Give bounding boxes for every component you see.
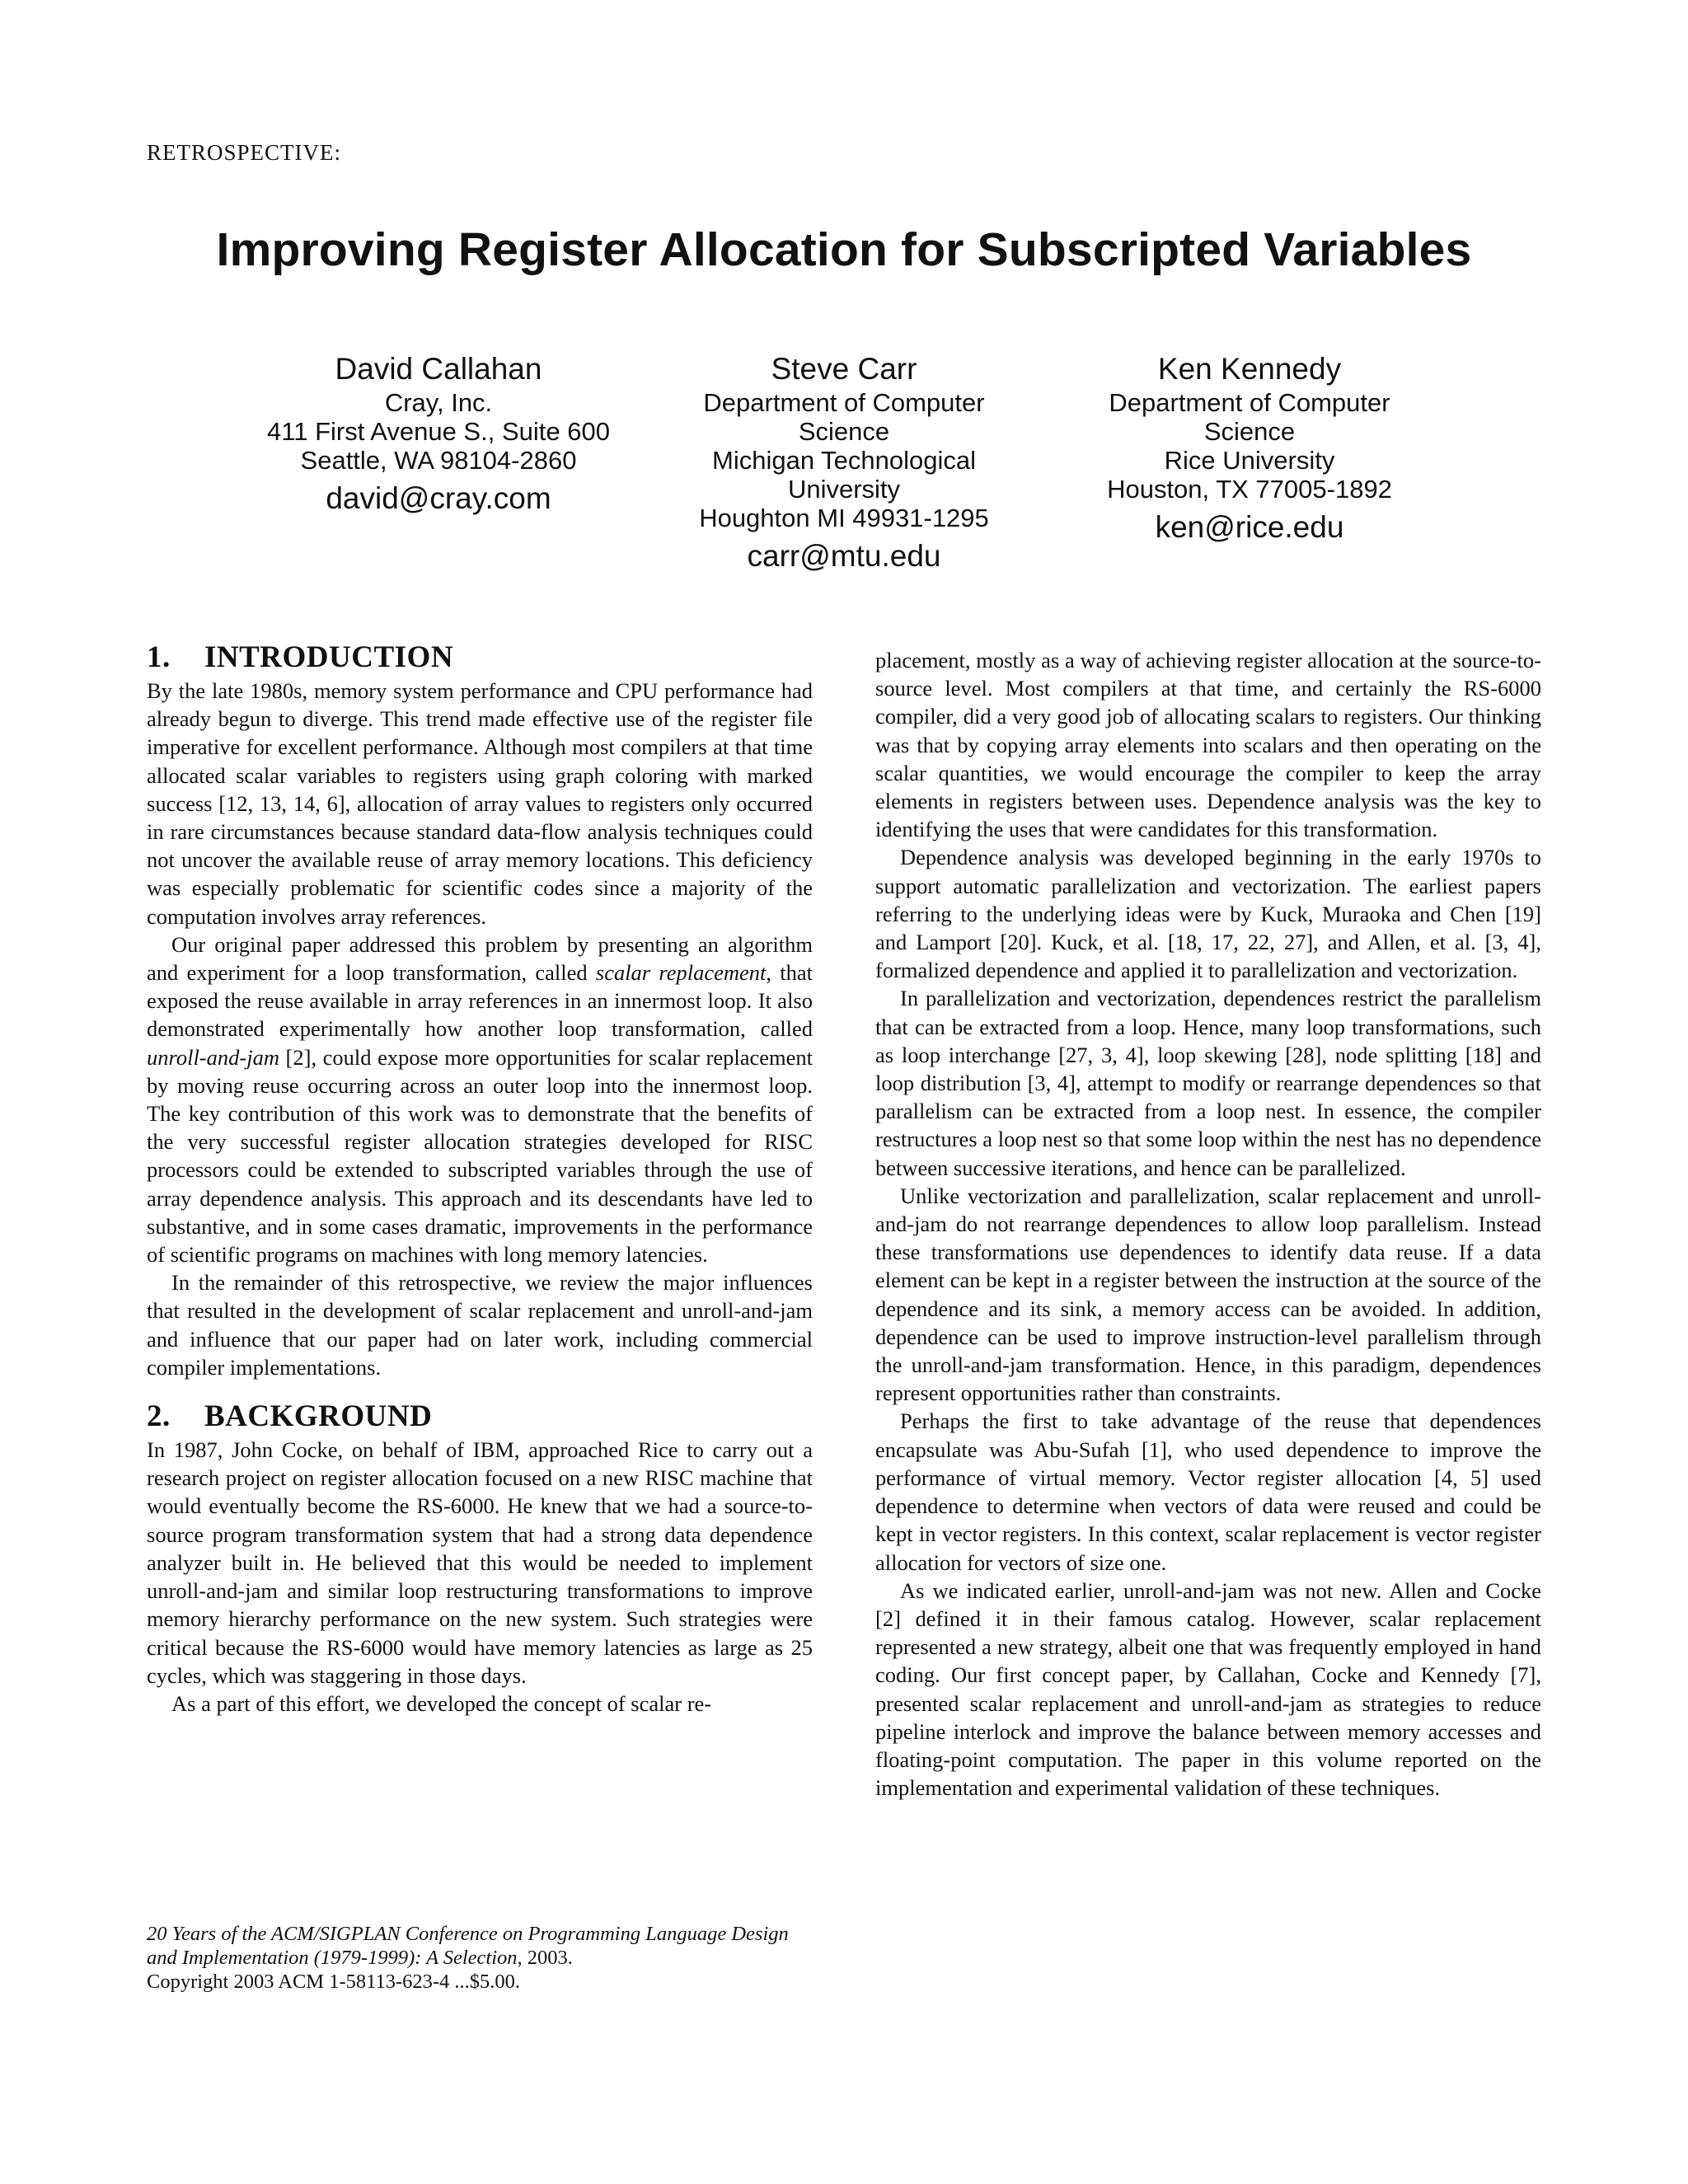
author-name: Steve Carr [771, 352, 917, 386]
left-column [147, 639, 813, 1718]
paragraph: As we indicated earlier, unroll-and-jam was not new. Allen and Cocke [2] defined it in their famous catalog. However, scalar replacement represented a new strategy, albeit one that was frequently employed in hand coding. Our first concept paper, by Callahan, Cocke and Kennedy [7], presented scalar replacement and unroll-and-jam as strategies to reduce pipeline interlock and improve the balance between memory accesses and floating-point computation. The paper in this volume reported on the implementation and experimental validation of these techniques. [875, 1577, 1541, 1801]
paragraph: As a part of this effort, we developed the concept of scalar re- [171, 1690, 712, 1716]
text-run: [2], could expose more opportunities for scalar replacement by moving reuse occurring across an outer loop into the innermost loop. The key contribution of this work was to demonstrate that the benefits of the very successful register allocation strategies developed for RISC processors could be extended to subscripted variables through the use of array dependence analysis. This approach and its descendants have led to substantive, and in some cases dramatic, improvements in the performance of scientific programs on machines with long memory latencies. [147, 1044, 813, 1268]
author-email: carr@mtu.edu [747, 539, 941, 573]
author-email: david@cray.com [326, 481, 551, 515]
author-affiliation-line: Rice University [1164, 446, 1335, 475]
author-name: David Callahan [335, 352, 542, 386]
author-affiliation-line: Seattle, WA 98104-2860 [300, 446, 577, 475]
author-affiliation-line: Science [1203, 417, 1296, 446]
section-heading-introduction [147, 639, 813, 677]
author-callahan [232, 350, 645, 518]
author-kennedy [1043, 350, 1456, 546]
paragraph: In the remainder of this retrospective, we review the major influences that resulted in the development of scalar replacement and unroll-and-jam and influence that our paper had on later work, including commercial compiler implementations. [147, 1270, 813, 1380]
author-affiliation-line: Houston, TX 77005-1892 [1107, 475, 1392, 504]
author-email: ken@rice.edu [1155, 510, 1344, 544]
footnote-year: 2003. [522, 1947, 573, 1969]
paragraph: In parallelization and vectorization, dependences restrict the parallelism that can be extracted from a loop. Hence, many loop transformations, such as loop interchange [27, 3, 4], loop skewing [28], node splitting [18] and loop distribution [3, 4], attempt to modify or rearrange dependences so that parallelism can be extracted from a loop nest. In essence, the compiler restructures a loop nest so that some loop within the nest has no dependence between successive iterations, and hence can be parallelized. [875, 986, 1541, 1180]
section-heading-background [147, 1398, 813, 1436]
author-affiliation-line: 411 First Avenue S., Suite 600 [267, 417, 610, 446]
emphasis-scalar-replacement: scalar replacement [595, 960, 767, 986]
retrospective-label: RETROSPECTIVE: [147, 140, 342, 165]
paper-title: Improving Register Allocation for Subscripted Variables [216, 223, 1472, 276]
section-title: INTRODUCTION [204, 640, 454, 674]
emphasis-unroll-and-jam: unroll-and-jam [147, 1044, 279, 1070]
paragraph: Unlike vectorization and parallelization, scalar replacement and unroll-and-jam do not rearrange dependences to allow loop parallelism. Instead these transformations use dependences to identify data reuse. If a data element can be kept in a register between the instruction at the source of the dependence and its sink, a memory access can be avoided. In addition, dependence can be used to improve instruction-level parallelism through the unroll-and-jam transformation. Hence, in this paradigm, dependences represent opportunities rather than constraints. [875, 1183, 1541, 1406]
text-run: Our original paper addressed this problem by presenting an algorithm and experiment for a loop transformation, called [147, 931, 813, 986]
section-number: 2. [147, 1399, 171, 1434]
right-column [875, 646, 1541, 1802]
copyright-footnote [147, 1922, 813, 1994]
author-carr [638, 350, 1050, 575]
footnote-venue: 20 Years of the ACM/SIGPLAN Conference on Programming Language Design and Implementation (1979-1999): A Selection, [147, 1923, 789, 1969]
section-title: BACKGROUND [204, 1399, 433, 1434]
paragraph: In 1987, John Cocke, on behalf of IBM, approached Rice to carry out a research project on register allocation focused on a new RISC machine that would eventually become the RS-6000. He knew that we had a source-to-source program transformation system that had a strong data dependence analyzer built in. He believed that this would be needed to implement unroll-and-jam and similar loop restructuring transformations to improve memory hierarchy performance on the new system. Such strategies were critical because the RS-6000 would have memory latencies as large as 25 cycles, which was staggering in those days. [147, 1437, 813, 1688]
author-affiliation-line: Cray, Inc. [384, 388, 493, 417]
author-affiliation-line: Houghton MI 49931-1295 [699, 504, 989, 532]
author-affiliation-line: University [787, 475, 901, 504]
author-name: Ken Kennedy [1157, 352, 1342, 386]
author-affiliation-line: Science [798, 417, 890, 446]
footnote-copyright: Copyright 2003 ACM 1-58113-623-4 ...$5.00. [147, 1971, 521, 1993]
author-affiliation-line: Department of Computer [703, 388, 985, 417]
paragraph: placement, mostly as a way of achieving register allocation at the source-to-source level. Most compilers at that time, and certainly the RS-6000 compiler, did a very good job of allocating scalars to registers. Our thinking was that by copying array elements into scalars and then operating on the scalar quantities, we would encourage the compiler to keep the array elements in registers between uses. Dependence analysis was the key to identifying the uses that were candidates for this transformation. [875, 648, 1541, 842]
author-affiliation-line: Department of Computer [1109, 388, 1390, 417]
section-number: 1. [147, 640, 171, 674]
paragraph: By the late 1980s, memory system performance and CPU performance had already begun to diverge. This trend made effective use of the register file imperative for excellent performance. Although most compilers at that time allocated scalar variables to registers using graph coloring with marked success [12, 13, 14, 6], allocation of array values to registers only occurred in rare circumstances because standard data-flow analysis techniques could not uncover the available reuse of array memory locations. This deficiency was especially problematic for scientific codes since a majority of the computation involves array references. [147, 678, 813, 929]
paragraph: Dependence analysis was developed beginning in the early 1970s to support automatic parallelization and vectorization. The earliest papers referring to the underlying ideas were by Kuck, Muraoka and Chen [19] and Lamport [20]. Kuck, et al. [18, 17, 22, 27], and Allen, et al. [3, 4], formalized dependence and applied it to parallelization and vectorization. [875, 845, 1541, 983]
paragraph [147, 930, 813, 1268]
text-run: , that exposed the reuse available in array references in an innermost loop. It also demonstrated experimentally how another loop transformation, called [147, 960, 813, 1042]
author-affiliation-line: Michigan Technological [712, 446, 976, 475]
paragraph: Perhaps the first to take advantage of the reuse that dependences encapsulate was Abu-Sufah [1], who used dependence to improve the performance of virtual memory. Vector register allocation [4, 5] used dependence to determine when vectors of data were reused and could be kept in vector registers. In this context, scalar replacement is vector register allocation for vectors of size one. [875, 1408, 1541, 1575]
